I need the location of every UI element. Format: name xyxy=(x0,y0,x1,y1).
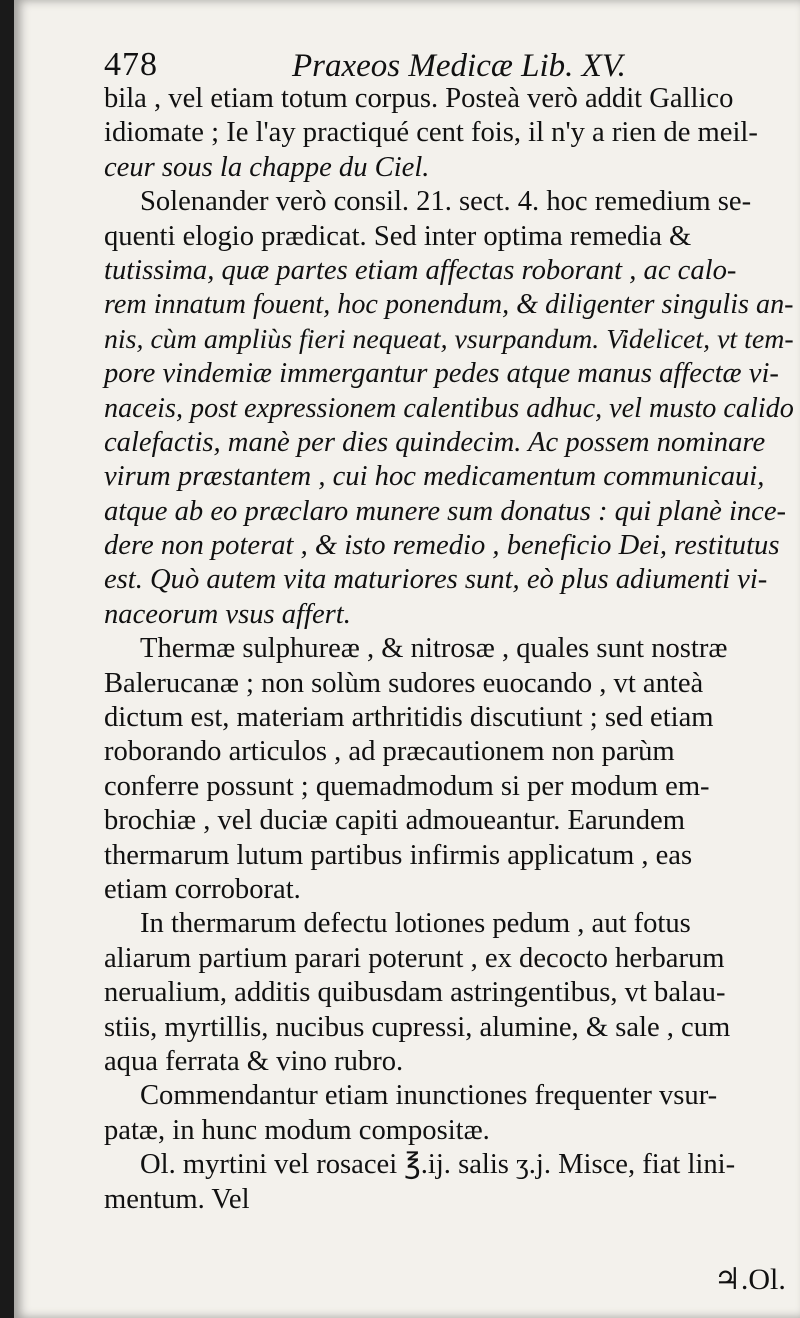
running-title: Praxeos Medicæ Lib. XV. xyxy=(292,48,626,84)
text-line: Ol. myrtini vel rosacei ℥.ij. salis ʒ.j. Misce, fiat lini- xyxy=(140,1149,736,1181)
text-line: quenti elogio prædicat. Sed inter optima remedia & xyxy=(104,220,692,252)
text-line: conferre possunt ; quemadmodum si per modum em- xyxy=(104,770,710,802)
text-line: naceorum vsus affert. xyxy=(104,598,351,630)
text-line: mentum. Vel xyxy=(104,1183,250,1215)
text-line: thermarum lutum partibus infirmis applicatum , eas xyxy=(104,839,693,871)
text-line: nerualium, additis quibusdam astringentibus, vt balau- xyxy=(104,977,726,1009)
book-page xyxy=(14,0,800,1318)
text-line: nis, cùm ampliùs fieri nequeat, vsurpandum. Videlicet, vt tem- xyxy=(104,323,794,355)
text-line: bila , vel etiam totum corpus. Posteà verò addit Gallico xyxy=(104,83,734,114)
text-line: Thermæ sulphureæ , & nitrosæ , quales sunt nostræ xyxy=(140,633,728,665)
text-line: aqua ferrata & vino rubro. xyxy=(104,1045,404,1077)
text-line: calefactis, manè per dies quindecim. Ac possem nominare xyxy=(104,426,766,458)
text-line: etiam corroborat. xyxy=(104,873,301,905)
text-line: pore vindemiæ immergantur pedes atque manus affectæ vi- xyxy=(104,358,779,390)
text-line: stiis, myrtillis, nucibus cupressi, alumine, & sale , cum xyxy=(104,1011,731,1043)
text-line: naceis, post expressionem calentibus adhuc, vel musto calido xyxy=(104,392,794,424)
text-line: Solenander verò consil. 21. sect. 4. hoc remedium se- xyxy=(140,186,752,218)
text-line: dictum est, materiam arthritidis discutiunt ; sed etiam xyxy=(104,702,714,734)
text-line: aliarum partium parari poterunt , ex decocto herbarum xyxy=(104,942,725,974)
text-line: Balerucanæ ; non solùm sudores euocando , vt anteà xyxy=(104,667,704,699)
text-line: Commendantur etiam inunctiones frequenter vsur- xyxy=(140,1080,718,1112)
text-line: est. Quò autem vita maturiores sunt, eò plus adiumenti vi- xyxy=(104,564,768,596)
text-line: patæ, in hunc modum compositæ. xyxy=(104,1114,490,1146)
page-header xyxy=(104,46,794,86)
text-line: In thermarum defectu lotiones pedum , aut fotus xyxy=(140,908,691,940)
text-line: brochiæ , vel duciæ capiti admoueantur. Earundem xyxy=(104,805,685,837)
text-line: tutissima, quæ partes etiam affectas roborant , ac calo- xyxy=(104,254,737,286)
catchword: ♃.Ol. xyxy=(714,1263,786,1296)
text-line: rem innatum fouent, hoc ponendum, & diligenter singulis an- xyxy=(104,289,794,321)
text-line: virum præstantem , cui hoc medicamentum communicaui, xyxy=(104,461,765,493)
text-line: ceur sous la chappe du Ciel. xyxy=(104,151,430,183)
page-number: 478 xyxy=(104,46,158,83)
text-line: atque ab eo præclaro munere sum donatus : qui planè ince- xyxy=(104,495,787,527)
text-line: idiomate ; Ie l'ay practiqué cent fois, il n'y a rien de meil- xyxy=(104,117,758,149)
text-line: roborando articulos , ad præcautionem non parùm xyxy=(104,736,675,768)
text-line: dere non poterat , & isto remedio , beneficio Dei, restitutus xyxy=(104,530,780,562)
body-text xyxy=(104,82,800,1217)
